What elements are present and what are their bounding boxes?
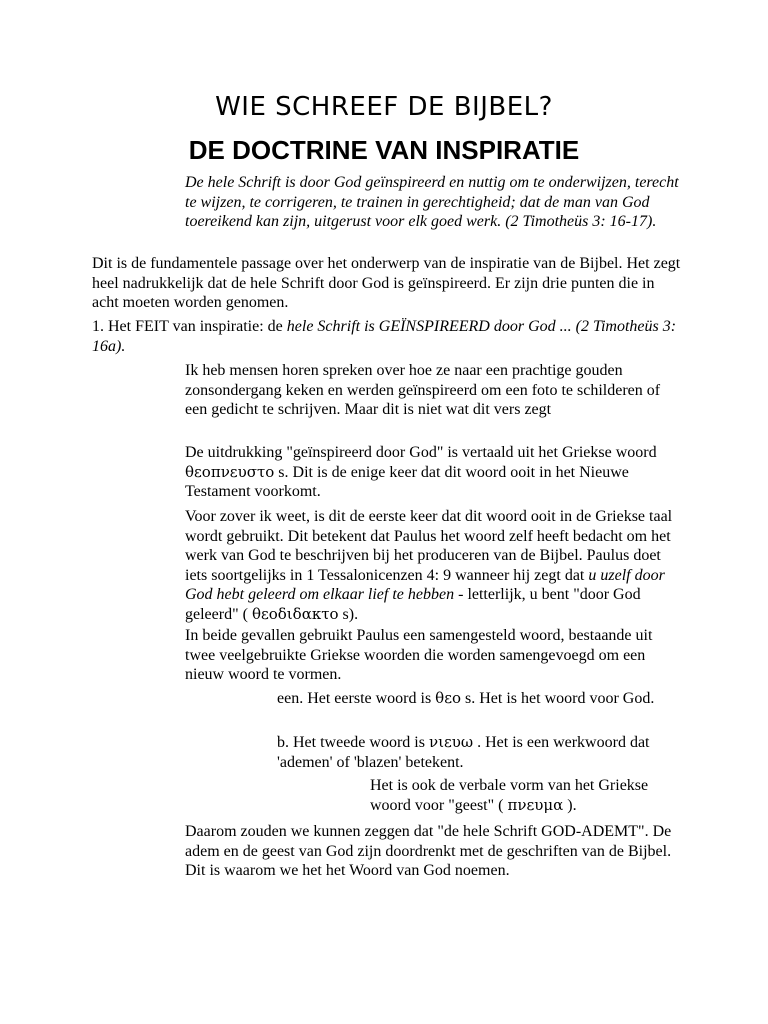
paragraph-compound-word: In beide gevallen gebruikt Paulus een samengesteld woord, bestaande uit twee veelgebruikte Griekse woorden die worden samengevoegd om een nieuw woord te vormen. [185,627,653,684]
paragraph-point-1 [92,317,682,356]
paragraph-intro: Dit is de fundamentele passage over het onderwerp van de inspiratie van de Bijbel. Het zegt heel nadrukkelijk dat de hele Schrift door God is geïnspireerd. Er zijn drie punten die in acht moeten worden genomen. [92,255,681,312]
spirit-word-text-a: Het is ook de verbale vorm van het Griekse woord voor "geest" ( [370,777,649,814]
first-use-text-b: - letterlijk, u bent "door God geleerd" ( [185,586,641,623]
greek-word-text-a: De uitdrukking "geïnspireerd door God" is vertaald uit het Griekse woord [185,444,657,461]
first-word-text-a: een. Het eerste woord is [277,690,436,707]
greek-word-text-b: s. Dit is de enige keer dat dit woord ooit in het Nieuwe Testament voorkomt. [185,463,629,501]
paragraph-conclusion: Daarom zouden we kunnen zeggen dat "de hele Schrift GOD-ADEMT". De adem en de geest van God zijn doordrenkt met de geschriften van de Bijbel. Dit is waarom we het het Woord van God noemen. [185,823,672,880]
point-1-italic: hele Schrift is GEÏNSPIREERD door God ... (2 Timotheüs 3: 16a). [92,318,677,355]
greek-term-pneo: νιευω [428,733,474,751]
first-word-text-b: s. Het is het woord voor God. [461,690,655,707]
greek-term-theopneustos: θεοπνευστο [185,462,275,481]
paragraph-second-word [277,733,682,772]
scripture-quote: De hele Schrift is door God geïnspireerd en nuttig om te onderwijzen, terecht te wijzen, te corrigeren, te trainen in gerechtigheid; dat de man van God toereikend kan zijn, uitgerust voor elk goed werk. (2 Timotheüs 3: 16-17). [185,174,679,231]
paragraph-first-use [185,507,680,625]
paragraph-greek-word [185,443,680,502]
page-title: WIE SCHREEF DE BIJBEL? [215,92,553,122]
greek-term-theos: θεο [435,689,462,707]
page-subtitle: DE DOCTRINE VAN INSPIRATIE [188,135,580,165]
first-use-text-c: s). [338,605,359,623]
first-use-text-a: Voor zover ik weet, is dit de eerste keer dat dit woord ooit in de Griekse taal wordt gebruikt. Dit betekent dat Paulus het woord zelf heeft bedacht om het werk van God te beschrijven bij het produceren van de Bijbel. Paulus doet iets soortgelijks in 1 Tessalonicenzen 4: 9 wanneer hij zegt dat [185,508,673,584]
second-word-text-a: b. Het tweede woord is [277,734,429,751]
spirit-word-text-b: ). [563,796,577,814]
greek-term-theodidaktos: θεοδιδακτο [251,604,339,623]
paragraph-first-word [277,689,682,709]
point-1-lead: 1. Het FEIT van inspiratie: de [92,318,287,335]
greek-term-pneuma: πνευμα [507,795,564,814]
paragraph-spirit-word [370,776,680,815]
paragraph-sunset: Ik heb mensen horen spreken over hoe ze naar een prachtige gouden zonsondergang keken en werden geïnspireerd om een foto te schilderen of een gedicht te schrijven. Maar dit is niet wat dit vers zegt [185,362,661,419]
second-word-text-b: . Het is een werkwoord dat 'ademen' of 'blazen' betekent. [277,734,650,771]
first-use-italic: u uzelf door God hebt geleerd om elkaar lief te hebben [185,566,665,604]
